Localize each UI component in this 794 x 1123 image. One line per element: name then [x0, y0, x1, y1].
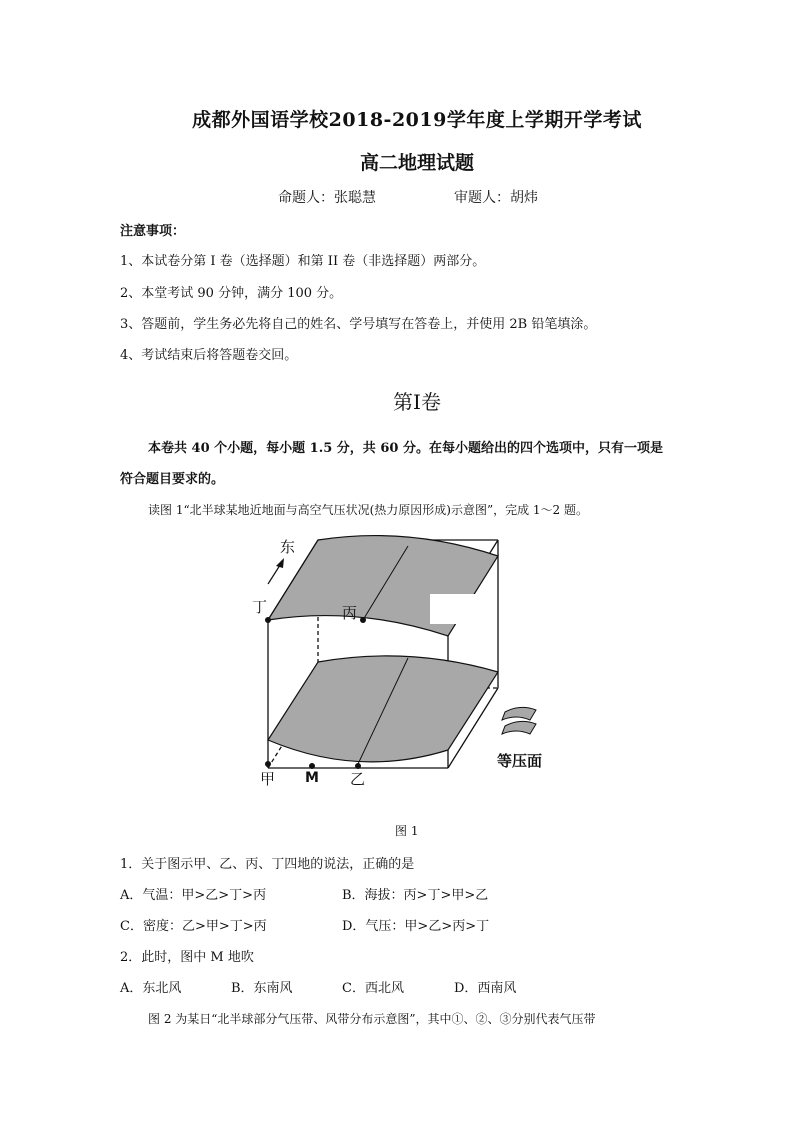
question-1-option-c: C．密度：乙>甲>丁>丙	[120, 919, 267, 934]
section-intro: 本卷共 40 个小题，每小题 1.5 分，共 60 分。在每小题给出的四个选项中，只有一项是	[148, 441, 663, 456]
mask-block	[430, 594, 496, 624]
setter-label: 命题人：张聪慧	[278, 190, 376, 206]
notes-heading: 注意事项：	[120, 224, 186, 239]
question-2-option-c: C．西北风	[342, 981, 404, 996]
question-2-option-d: D．西南风	[454, 981, 517, 996]
figure-1-caption: 图 1	[395, 824, 419, 838]
question-1-option-a: A．气温：甲>乙>丁>丙	[120, 888, 267, 903]
point-jia	[265, 761, 271, 767]
label-jia: 甲	[260, 770, 276, 788]
label-m: M	[305, 770, 319, 786]
question-2-stem: 2．此时，图中 M 地吹	[120, 950, 254, 965]
figure-intro: 读图 1“北半球某地近地面与高空气压状况(热力原因形成)示意图”，完成 1～2 题。	[148, 503, 588, 517]
question-1-stem: 1．关于图示甲、乙、丙、丁四地的说法，正确的是	[120, 857, 415, 872]
figure-2-intro: 图 2 为某日“北半球部分气压带、风带分布示意图”，其中①、②、③分别代表气压带	[148, 1012, 596, 1026]
note-item: 2、本堂考试 90 分钟，满分 100 分。	[120, 286, 343, 301]
note-item: 3、答题前，学生务必先将自己的姓名、学号填写在答卷上，并使用 2B 铅笔填涂。	[120, 317, 597, 332]
question-2-option-a: A．东北风	[120, 981, 182, 996]
east-arrow-head	[276, 558, 284, 568]
exam-subtitle: 高二地理试题	[359, 152, 474, 174]
question-1-option-d: D．气压：甲>乙>丙>丁	[342, 919, 490, 934]
label-isobar: 等压面	[497, 752, 543, 770]
section-intro-cont: 符合题目要求的。	[120, 472, 225, 487]
exam-title: 成都外国语学校2018-2019学年度上学期开学考试	[192, 109, 642, 131]
note-item: 1、本试卷分第 I 卷（选择题）和第 II 卷（非选择题）两部分。	[120, 254, 486, 269]
label-bing: 丙	[342, 604, 358, 622]
isobar-legend-symbol-bottom	[502, 721, 536, 734]
point-bing	[360, 617, 366, 623]
point-ding	[265, 617, 271, 623]
question-2-option-b: B．东南风	[231, 981, 293, 996]
label-east: 东	[280, 538, 296, 556]
note-item: 4、考试结束后将答题卷交回。	[120, 348, 298, 363]
point-m	[309, 763, 315, 769]
reviewer-label: 审题人：胡炜	[454, 190, 538, 206]
question-1-option-b: B．海拔：丙>丁>甲>乙	[342, 888, 489, 903]
label-ding: 丁	[252, 598, 268, 616]
section-title: 第Ⅰ卷	[393, 390, 441, 414]
isobar-legend-symbol-top	[502, 707, 536, 720]
label-yi: 乙	[350, 770, 366, 788]
lower-isobaric-surface	[268, 656, 498, 762]
